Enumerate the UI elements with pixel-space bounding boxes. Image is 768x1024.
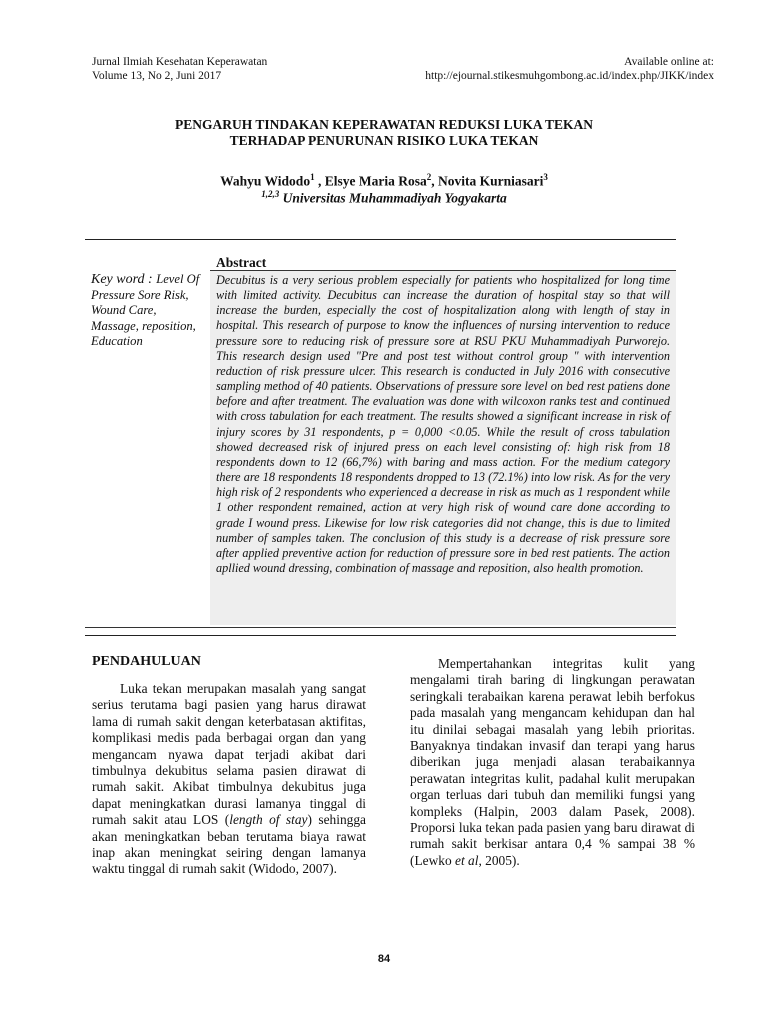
author-3: Novita Kurniasari xyxy=(437,173,544,189)
affiliation-sup: 1,2,3 xyxy=(261,189,280,199)
abstract-text: Decubitus is a very serious problem especially for patients who hospitalized for long time with limited activity. Decubitus can increase the duration of hospital stay so that will increase the burden, especially the cost of hospitalization along with length of stay in hospital. This research of purpose to know the influences of nursing intervention to reduce pressure sore to reducing risk of pressure sore at RSU PKU Muhammadiyah Purworejo. This research design used "Pre and post test without control group " with intervention reduction of risk pressure ulcer. This research is conducted in July 2016 with consecutive sampling method of 40 patients. Observations of pressure sore level on bed rest patiens done before and after treatment. The evaluation was done with wilcoxon ranks test and continued with cross tabulation for each treatment. The results showed a significant increase in risk of injury scores by 31 respondents, p = 0,000 <0.05. While the result of cross tabulation showed decreased risk of injured press on each level consisting of: high risk from 18 respondents down to 12 (66,7%) with baring and mass action. For the medium category there are 18 respondents 18 respondents dropped to 13 (72.1%) into low risk. As for the very high risk of 2 respondents who experienced a decrease in risk as much as 1 respondent while 1 other respondent remained, action at very high risk of wound care done according to grade I wound press. Likewise for low risk categories did not change, this is due to limited number of samples taken. The conclusion of this study is a decrease of risk pressure sore after applied preventive action for reduction of pressure sore in bed rest patients. The action apllied wound dressing, combination of massage and reposition, also health promotion. xyxy=(216,273,670,575)
abstract-bottom-rule-2 xyxy=(85,635,676,636)
journal-name: Jurnal Ilmiah Kesehatan Keperawatan xyxy=(92,56,268,68)
abstract-bottom-rule-1 xyxy=(85,627,676,628)
intro-col1-text: Luka tekan merupakan masalah yang sangat serius terutama bagi pasien yang harus dirawat lama di rumah sakit dengan keterbatasan aktifitas, komplikasi medis pada berbagai organ dan yang mengancam nyawa dapat terjadi akibat dari timbulnya dekubitus selama pasien dirawat di rumah sakit. Akibat timbulnya dekubitus juga dapat meningkatkan durasi lamanya tinggal di rumah sakit atau LOS ( xyxy=(92,681,366,828)
intro-col1-italic: length of stay xyxy=(229,812,308,828)
author-2: Elsye Maria Rosa xyxy=(324,173,427,189)
abstract-top-rule xyxy=(85,239,676,240)
author-sep-2: , xyxy=(431,173,438,189)
keywords-text: Level Of Pressure Sore Risk, Wound Care, Massage, reposition, Education xyxy=(91,272,200,348)
journal-volume: Volume 13, No 2, Juni 2017 xyxy=(92,70,222,82)
author-2-sup: 2 xyxy=(426,172,432,182)
abstract-heading: Abstract xyxy=(216,255,267,270)
keywords-label: Key word : xyxy=(91,272,157,287)
author-1: Wahyu Widodo xyxy=(220,173,311,189)
author-3-sup: 3 xyxy=(543,172,548,182)
affiliation-text: Universitas Muhammadiyah Yogyakarta xyxy=(279,190,507,206)
author-list xyxy=(0,172,768,190)
section-heading: PENDAHULUAN xyxy=(92,654,201,669)
intro-col2-end: , 2005). xyxy=(478,852,520,868)
paper-title-line-2: TERHADAP PENURUNAN RISIKO LUKA TEKAN xyxy=(229,133,539,148)
intro-paragraph-col2 xyxy=(410,656,695,869)
intro-col1-end: ) sehingga akan meningkatkan beban terutama biaya rawat inap akan meningkat seiring dengan lamanya waktu tinggal di rumah sakit (Widodo, 2007). xyxy=(92,812,366,877)
page-number: 84 xyxy=(377,953,391,965)
author-1-sup: 1 xyxy=(310,172,315,182)
journal-url[interactable]: http://ejournal.stikesmuhgombong.ac.id/index.php/JIKK/index xyxy=(425,70,714,82)
intro-col2-text: Mempertahankan integritas kulit yang mengalami tirah baring di lingkungan perawatan seringkali terabaikan karena perawat lebih berfokus pada masalah yang mengancam kehidupan dan hal itu dinilai sebagai masalah yang lebih prioritas. Banyaknya tindakan invasif dan terapi yang harus diberikan juga menjadi alasan terabaikannya perawatan integritas kulit, padahal kulit merupakan organ terluas dari tubuh dan memiliki fungsi yang kompleks (Halpin, 2003 dalam Pasek, 2008). Proporsi luka tekan pada pasien yang baru dirawat di rumah sakit berkisar antara 0,4 % sampai 38 % (Lewko xyxy=(410,656,695,868)
author-sep-1: , xyxy=(314,173,325,189)
affiliation xyxy=(0,189,768,207)
keywords xyxy=(91,272,203,350)
available-online-label: Available online at: xyxy=(624,56,714,68)
intro-col2-italic: et al xyxy=(455,852,479,868)
intro-paragraph-col1 xyxy=(92,681,366,878)
abstract-heading-rule xyxy=(210,270,676,271)
paper-title-line-1: PENGARUH TINDAKAN KEPERAWATAN REDUKSI LUKA TEKAN xyxy=(175,117,593,132)
